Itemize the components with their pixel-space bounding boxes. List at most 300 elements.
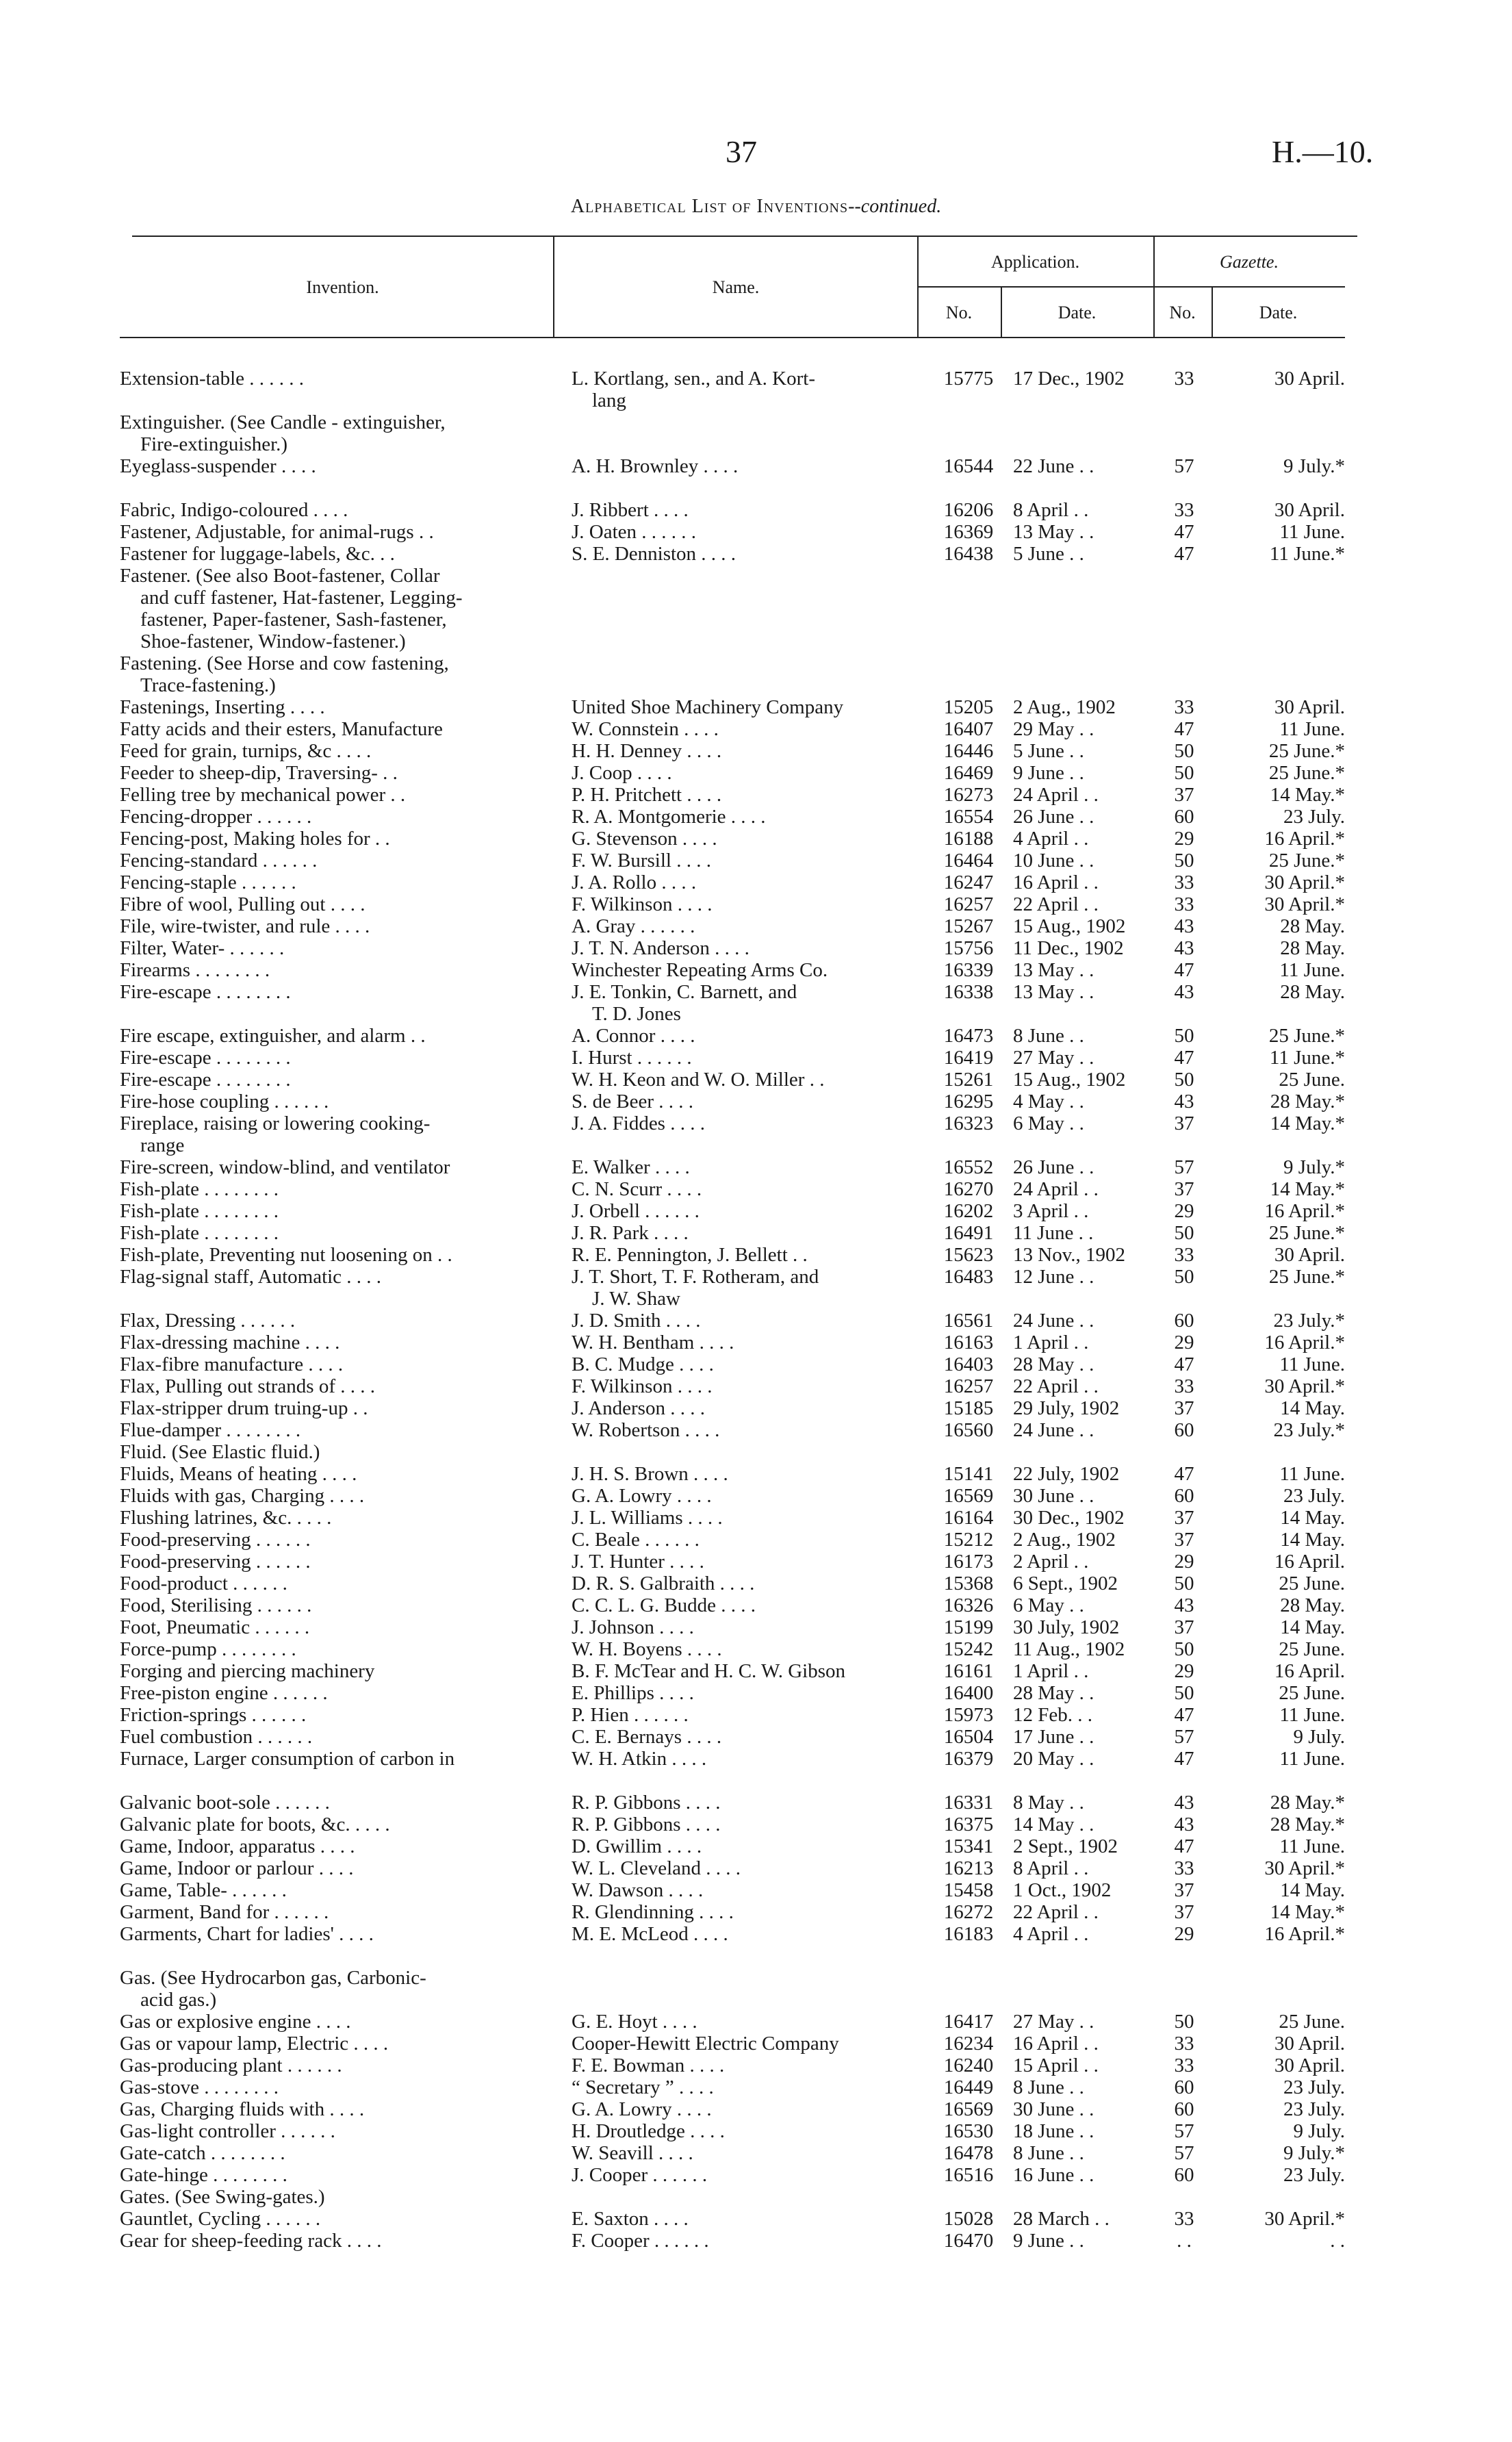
name-cell: [572, 2120, 914, 2142]
gazette-date: 28 May.*: [1270, 1814, 1345, 1835]
gazette-date: 23 July.*: [1273, 1310, 1345, 1332]
invention-cell: [120, 2164, 551, 2186]
gazette-date: 23 July.: [1283, 806, 1345, 828]
gazette-date: 11 June.: [1279, 959, 1345, 981]
invention-cell: [120, 1441, 551, 1463]
name-text: J. H. S. Brown . . . .: [572, 1463, 728, 1485]
invention-text: Food-preserving . . . . . .: [120, 1529, 311, 1551]
name-text: C. C. L. G. Budde . . . .: [572, 1594, 756, 1616]
gazette-date: 30 April.: [1274, 1244, 1345, 1266]
name-text: W. Seavill . . . .: [572, 2142, 693, 2164]
name-text: T. D. Jones: [592, 1003, 681, 1025]
name-text: J. R. Park . . . .: [572, 1222, 689, 1244]
gazette-date: 30 April.: [1274, 696, 1345, 718]
application-number: 16273: [943, 784, 994, 806]
name-text: C. E. Bernays . . . .: [572, 1726, 722, 1748]
name-cell: [572, 368, 914, 411]
invention-cell: [120, 2142, 551, 2164]
application-number: 16417: [943, 2011, 994, 2033]
name-cell: [572, 499, 914, 521]
invention-text: Fastening. (See Horse and cow fastening,: [120, 652, 449, 674]
gazette-number: 50: [1174, 1025, 1194, 1047]
invention-text: Garments, Chart for ladies' . . . .: [120, 1923, 374, 1945]
invention-cell: [120, 2055, 551, 2076]
gazette-number: 33: [1174, 368, 1194, 390]
gazette-date: 9 July.: [1293, 2120, 1345, 2142]
gazette-number: 37: [1174, 1112, 1194, 1134]
application-date: 28 March . .: [1013, 2208, 1110, 2230]
application-date: 8 May . .: [1013, 1792, 1084, 1814]
name-text: P. Hien . . . . . .: [572, 1704, 689, 1726]
application-number: 16326: [943, 1594, 994, 1616]
name-cell: [572, 872, 914, 893]
name-text: W. H. Boyens . . . .: [572, 1638, 722, 1660]
gazette-number: 33: [1174, 872, 1194, 893]
invention-text: Fish-plate, Preventing nut loosening on . .: [120, 1244, 452, 1266]
gazette-date: 25 June.*: [1268, 1266, 1345, 1288]
invention-text: Fire-escape . . . . . . . .: [120, 1069, 291, 1091]
name-cell: [572, 1485, 914, 1507]
application-number: 16491: [943, 1222, 994, 1244]
invention-text: acid gas.): [140, 1989, 217, 2011]
invention-text: Fabric, Indigo-coloured . . . .: [120, 499, 348, 521]
invention-text: Food-preserving . . . . . .: [120, 1551, 311, 1573]
gazette-number: 47: [1174, 718, 1194, 740]
gazette-date: 28 May.*: [1270, 1792, 1345, 1814]
gazette-number: 33: [1174, 1375, 1194, 1397]
gazette-date: 25 June.*: [1268, 740, 1345, 762]
gazette-date: 28 May.*: [1270, 1091, 1345, 1112]
gazette-date: 14 May.: [1280, 1507, 1345, 1529]
gazette-number: 33: [1174, 893, 1194, 915]
name-cell: [572, 1551, 914, 1573]
gazette-number: 60: [1174, 1419, 1194, 1441]
gazette-date: 23 July.: [1283, 1485, 1345, 1507]
application-number: 15212: [943, 1529, 994, 1551]
invention-cell: [120, 718, 551, 740]
name-cell: [572, 1266, 914, 1310]
invention-cell: [120, 1923, 551, 1945]
name-text: F. Cooper . . . . . .: [572, 2230, 709, 2252]
invention-cell: [120, 1682, 551, 1704]
invention-text: Trace-fastening.): [140, 674, 276, 696]
application-date: 4 May . .: [1013, 1091, 1084, 1112]
invention-cell: [120, 1222, 551, 1244]
invention-text: fastener, Paper-fastener, Sash-fastener,: [140, 609, 447, 631]
gazette-number: 37: [1174, 1529, 1194, 1551]
application-date: 3 April . .: [1013, 1200, 1089, 1222]
gazette-number: . .: [1177, 2230, 1192, 2252]
invention-cell: [120, 1200, 551, 1222]
invention-cell: [120, 828, 551, 850]
gazette-date: 11 June.*: [1269, 543, 1345, 565]
invention-text: Gas. (See Hydrocarbon gas, Carbonic-: [120, 1967, 426, 1989]
invention-text: Gas-light controller . . . . . .: [120, 2120, 335, 2142]
gazette-number: 50: [1174, 1222, 1194, 1244]
application-date: 22 April . .: [1013, 1375, 1099, 1397]
invention-cell: [120, 2011, 551, 2033]
name-text: J. Ribbert . . . .: [572, 499, 689, 521]
name-text: L. Kortlang, sen., and A. Kort-: [572, 368, 815, 390]
name-text: M. E. McLeod . . . .: [572, 1923, 728, 1945]
name-cell: [572, 2011, 914, 2033]
name-cell: [572, 2164, 914, 2186]
gazette-date: 30 April.*: [1264, 893, 1345, 915]
name-text: A. Connor . . . .: [572, 1025, 695, 1047]
invention-cell: [120, 1178, 551, 1200]
application-number: 15242: [943, 1638, 994, 1660]
invention-text: Gear for sheep-feeding rack . . . .: [120, 2230, 382, 2252]
application-date: 11 Aug., 1902: [1013, 1638, 1125, 1660]
application-number: 16375: [943, 1814, 994, 1835]
application-number: 16183: [943, 1923, 994, 1945]
gazette-number: 33: [1174, 2033, 1194, 2055]
gazette-number: 33: [1174, 2208, 1194, 2230]
invention-text: Fire-escape . . . . . . . .: [120, 1047, 291, 1069]
name-text: I. Hurst . . . . . .: [572, 1047, 692, 1069]
header-name: Name.: [712, 277, 760, 297]
invention-text: Fatty acids and their esters, Manufacture: [120, 718, 443, 740]
application-number: 16483: [943, 1266, 994, 1288]
gazette-date: 25 June.*: [1268, 850, 1345, 872]
application-date: 5 June . .: [1013, 543, 1084, 565]
name-cell: [572, 1244, 914, 1266]
name-cell: [572, 1638, 914, 1660]
gazette-date: 25 June.*: [1268, 1025, 1345, 1047]
invention-cell: [120, 1025, 551, 1047]
invention-cell: [120, 1616, 551, 1638]
invention-cell: [120, 1485, 551, 1507]
name-cell: [572, 2055, 914, 2076]
invention-cell: [120, 1857, 551, 1879]
invention-text: Foot, Pneumatic . . . . . .: [120, 1616, 310, 1638]
name-cell: [572, 2076, 914, 2098]
subtitle-text: Alphabetical List of Inventions: [570, 196, 849, 217]
application-date: 22 April . .: [1013, 893, 1099, 915]
invention-cell: [120, 959, 551, 981]
application-number: 16552: [943, 1156, 994, 1178]
gazette-date: 25 June.: [1279, 1069, 1345, 1091]
application-date: 2 April . .: [1013, 1551, 1089, 1573]
name-text: J. A. Rollo . . . .: [572, 872, 697, 893]
application-date: 2 Sept., 1902: [1013, 1835, 1118, 1857]
application-date: 8 June . .: [1013, 1025, 1084, 1047]
application-number: 16257: [943, 893, 994, 915]
invention-cell: [120, 2230, 551, 2252]
invention-cell: [120, 1792, 551, 1814]
name-cell: [572, 828, 914, 850]
gazette-number: 37: [1174, 1397, 1194, 1419]
application-date: 2 Aug., 1902: [1013, 696, 1116, 718]
gazette-number: 29: [1174, 1332, 1194, 1353]
invention-cell: [120, 2186, 551, 2208]
invention-text: Fish-plate . . . . . . . .: [120, 1178, 279, 1200]
gazette-number: 47: [1174, 521, 1194, 543]
invention-cell: [120, 937, 551, 959]
name-text: W. H. Atkin . . . .: [572, 1748, 707, 1770]
name-cell: [572, 1573, 914, 1594]
invention-text: Fencing-post, Making holes for . .: [120, 828, 390, 850]
name-cell: [572, 1310, 914, 1332]
name-text: W. Connstein . . . .: [572, 718, 719, 740]
gazette-number: 57: [1174, 455, 1194, 477]
invention-cell: [120, 1879, 551, 1901]
application-number: 16400: [943, 1682, 994, 1704]
invention-text: Felling tree by mechanical power . .: [120, 784, 406, 806]
gazette-number: 57: [1174, 1726, 1194, 1748]
name-cell: [572, 1901, 914, 1923]
name-cell: [572, 2230, 914, 2252]
name-text: W. Dawson . . . .: [572, 1879, 704, 1901]
name-cell: [572, 1375, 914, 1397]
name-cell: [572, 1222, 914, 1244]
application-date: 27 May . .: [1013, 2011, 1094, 2033]
invention-cell: [120, 1704, 551, 1726]
application-number: 15205: [943, 696, 994, 718]
gazette-number: 33: [1174, 2055, 1194, 2076]
application-number: 16338: [943, 981, 994, 1003]
application-date: 28 May . .: [1013, 1682, 1094, 1704]
name-cell: [572, 2033, 914, 2055]
gazette-date: 30 April.: [1274, 499, 1345, 521]
application-number: 16339: [943, 959, 994, 981]
invention-text: Fluids with gas, Charging . . . .: [120, 1485, 365, 1507]
name-text: J. W. Shaw: [592, 1288, 680, 1310]
name-cell: [572, 893, 914, 915]
name-text: A. Gray . . . . . .: [572, 915, 695, 937]
invention-text: Firearms . . . . . . . .: [120, 959, 270, 981]
name-cell: [572, 1332, 914, 1353]
name-cell: [572, 1200, 914, 1222]
gazette-date: 11 June.: [1279, 521, 1345, 543]
invention-text: Forging and piercing machinery: [120, 1660, 375, 1682]
invention-text: Flax, Pulling out strands of . . . .: [120, 1375, 375, 1397]
gazette-number: 29: [1174, 1551, 1194, 1573]
name-cell: [572, 1463, 914, 1485]
invention-text: Galvanic plate for boots, &c. . . . .: [120, 1814, 390, 1835]
invention-cell: [120, 1594, 551, 1616]
application-number: 16188: [943, 828, 994, 850]
gazette-date: 16 April.*: [1264, 1923, 1345, 1945]
name-text: E. Walker . . . .: [572, 1156, 690, 1178]
invention-cell: [120, 1047, 551, 1069]
gazette-date: 25 June.: [1279, 1638, 1345, 1660]
application-number: 15623: [943, 1244, 994, 1266]
gazette-date: 28 May.: [1280, 1594, 1345, 1616]
invention-cell: [120, 1419, 551, 1441]
application-number: 16323: [943, 1112, 994, 1134]
invention-text: and cuff fastener, Hat-fastener, Legging-: [140, 587, 463, 609]
invention-text: Flue-damper . . . . . . . .: [120, 1419, 301, 1441]
invention-text: Friction-springs . . . . . .: [120, 1704, 307, 1726]
application-date: 15 April . .: [1013, 2055, 1099, 2076]
name-cell: [572, 1616, 914, 1638]
application-number: 16469: [943, 762, 994, 784]
application-date: 8 April . .: [1013, 1857, 1089, 1879]
invention-cell: [120, 1573, 551, 1594]
invention-text: Fire-extinguisher.): [140, 433, 288, 455]
gazette-number: 60: [1174, 2164, 1194, 2186]
name-cell: [572, 959, 914, 981]
name-text: G. Stevenson . . . .: [572, 828, 717, 850]
invention-text: Gas or vapour lamp, Electric . . . .: [120, 2033, 389, 2055]
name-text: W. H. Keon and W. O. Miller . .: [572, 1069, 825, 1091]
application-number: 15368: [943, 1573, 994, 1594]
application-date: 17 Dec., 1902: [1013, 368, 1125, 390]
invention-cell: [120, 521, 551, 543]
invention-text: Food-product . . . . . .: [120, 1573, 287, 1594]
gazette-date: 30 April.: [1274, 2033, 1345, 2055]
invention-text: Game, Indoor, apparatus . . . .: [120, 1835, 355, 1857]
name-cell: [572, 521, 914, 543]
subtitle-continued: --continued.: [848, 196, 942, 217]
gazette-date: 16 April.*: [1264, 828, 1345, 850]
application-number: 16419: [943, 1047, 994, 1069]
gazette-number: 50: [1174, 1638, 1194, 1660]
name-cell: [572, 1748, 914, 1770]
gazette-date: 28 May.: [1280, 937, 1345, 959]
application-number: 16161: [943, 1660, 994, 1682]
name-text: H. H. Denney . . . .: [572, 740, 722, 762]
invention-text: Gate-catch . . . . . . . .: [120, 2142, 285, 2164]
header-gaz-no: No.: [1169, 303, 1196, 322]
invention-text: Flax, Dressing . . . . . .: [120, 1310, 296, 1332]
name-text: C. N. Scurr . . . .: [572, 1178, 702, 1200]
name-text: Winchester Repeating Arms Co.: [572, 959, 828, 981]
name-text: J. Orbell . . . . . .: [572, 1200, 700, 1222]
gazette-date: 23 July.: [1283, 2164, 1345, 2186]
gazette-date: 28 May.: [1280, 915, 1345, 937]
gazette-number: 50: [1174, 1266, 1194, 1288]
invention-text: Fluids, Means of heating . . . .: [120, 1463, 357, 1485]
header-gazette: Gazette.: [1220, 252, 1279, 272]
application-number: 16554: [943, 806, 994, 828]
gazette-number: 43: [1174, 937, 1194, 959]
invention-text: Fire-escape . . . . . . . .: [120, 981, 291, 1003]
application-date: 24 June . .: [1013, 1419, 1094, 1441]
name-text: F. Wilkinson . . . .: [572, 1375, 713, 1397]
invention-cell: [120, 2098, 551, 2120]
invention-cell: [120, 1638, 551, 1660]
name-text: R. P. Gibbons . . . .: [572, 1814, 721, 1835]
gazette-number: 57: [1174, 2142, 1194, 2164]
invention-text: Flushing latrines, &c. . . . .: [120, 1507, 332, 1529]
gazette-date: 11 June.*: [1269, 1047, 1345, 1069]
invention-cell: [120, 806, 551, 828]
invention-text: Flag-signal staff, Automatic . . . .: [120, 1266, 382, 1288]
name-cell: [572, 1047, 914, 1069]
page-number: 37: [726, 134, 757, 169]
invention-text: Fire-hose coupling . . . . . .: [120, 1091, 329, 1112]
name-cell: [572, 1091, 914, 1112]
invention-text: Fencing-staple . . . . . .: [120, 872, 296, 893]
invention-text: Free-piston engine . . . . . .: [120, 1682, 328, 1704]
invention-text: Extinguisher. (See Candle - extinguisher,: [120, 411, 446, 433]
name-cell: [572, 543, 914, 565]
gazette-date: 30 April.*: [1264, 1375, 1345, 1397]
invention-text: Feed for grain, turnips, &c . . . .: [120, 740, 372, 762]
application-date: 17 June . .: [1013, 1726, 1094, 1748]
application-date: 30 July, 1902: [1013, 1616, 1120, 1638]
application-date: 8 June . .: [1013, 2142, 1084, 2164]
invention-cell: [120, 1069, 551, 1091]
application-date: 13 May . .: [1013, 521, 1094, 543]
name-text: J. T. N. Anderson . . . .: [572, 937, 749, 959]
invention-text: Gate-hinge . . . . . . . .: [120, 2164, 287, 2186]
gazette-date: 11 June.: [1279, 1748, 1345, 1770]
gazette-number: 47: [1174, 1835, 1194, 1857]
application-number: 16569: [943, 1485, 994, 1507]
gazette-number: 43: [1174, 1792, 1194, 1814]
gazette-date: 9 July.*: [1283, 1156, 1345, 1178]
application-date: 18 June . .: [1013, 2120, 1094, 2142]
application-number: 16295: [943, 1091, 994, 1112]
name-text: J. Oaten . . . . . .: [572, 521, 697, 543]
invention-text: Fire-screen, window-blind, and ventilator: [120, 1156, 450, 1178]
name-cell: [572, 1660, 914, 1682]
gazette-date: . .: [1330, 2230, 1345, 2252]
header-gaz-date: Date.: [1259, 303, 1298, 322]
name-text: J. Cooper . . . . . .: [572, 2164, 708, 2186]
gazette-date: 14 May.: [1280, 1397, 1345, 1419]
gazette-date: 30 April.: [1274, 2055, 1345, 2076]
gazette-number: 50: [1174, 2011, 1194, 2033]
application-date: 6 May . .: [1013, 1594, 1084, 1616]
name-cell: [572, 1069, 914, 1091]
application-date: 10 June . .: [1013, 850, 1094, 872]
application-number: 15973: [943, 1704, 994, 1726]
application-number: 16470: [943, 2230, 994, 2252]
application-date: 22 April . .: [1013, 1901, 1099, 1923]
name-cell: [572, 762, 914, 784]
application-number: 15756: [943, 937, 994, 959]
gazette-number: 47: [1174, 1353, 1194, 1375]
name-text: D. Gwillim . . . .: [572, 1835, 702, 1857]
gazette-number: 47: [1174, 543, 1194, 565]
name-text: “ Secretary ” . . . .: [572, 2076, 714, 2098]
gazette-number: 37: [1174, 1879, 1194, 1901]
name-cell: [572, 455, 914, 477]
invention-text: Gates. (See Swing-gates.): [120, 2186, 325, 2208]
application-number: 16234: [943, 2033, 994, 2055]
invention-text: Fireplace, raising or lowering cooking-: [120, 1112, 431, 1134]
gazette-number: 47: [1174, 959, 1194, 981]
invention-text: Flax-fibre manufacture . . . .: [120, 1353, 344, 1375]
invention-text: Furnace, Larger consumption of carbon in: [120, 1748, 455, 1770]
application-number: 15141: [943, 1463, 994, 1485]
invention-cell: [120, 499, 551, 521]
name-cell: [572, 1112, 914, 1134]
name-text: R. A. Montgomerie . . . .: [572, 806, 766, 828]
invention-text: Galvanic boot-sole . . . . . .: [120, 1792, 330, 1814]
invention-text: range: [140, 1134, 185, 1156]
name-text: G. A. Lowry . . . .: [572, 2098, 712, 2120]
application-date: 6 May . .: [1013, 1112, 1084, 1134]
gazette-date: 14 May.*: [1270, 1901, 1345, 1923]
application-date: 15 Aug., 1902: [1013, 1069, 1126, 1091]
invention-cell: [120, 740, 551, 762]
name-text: J. Johnson . . . .: [572, 1616, 694, 1638]
name-cell: [572, 1594, 914, 1616]
name-cell: [572, 696, 914, 718]
name-cell: [572, 740, 914, 762]
invention-text: Flax-stripper drum truing-up . .: [120, 1397, 368, 1419]
invention-cell: [120, 981, 551, 1003]
name-cell: [572, 1835, 914, 1857]
gazette-date: 11 June.: [1279, 1463, 1345, 1485]
gazette-date: 30 April.*: [1264, 1857, 1345, 1879]
gazette-date: 14 May.*: [1270, 784, 1345, 806]
